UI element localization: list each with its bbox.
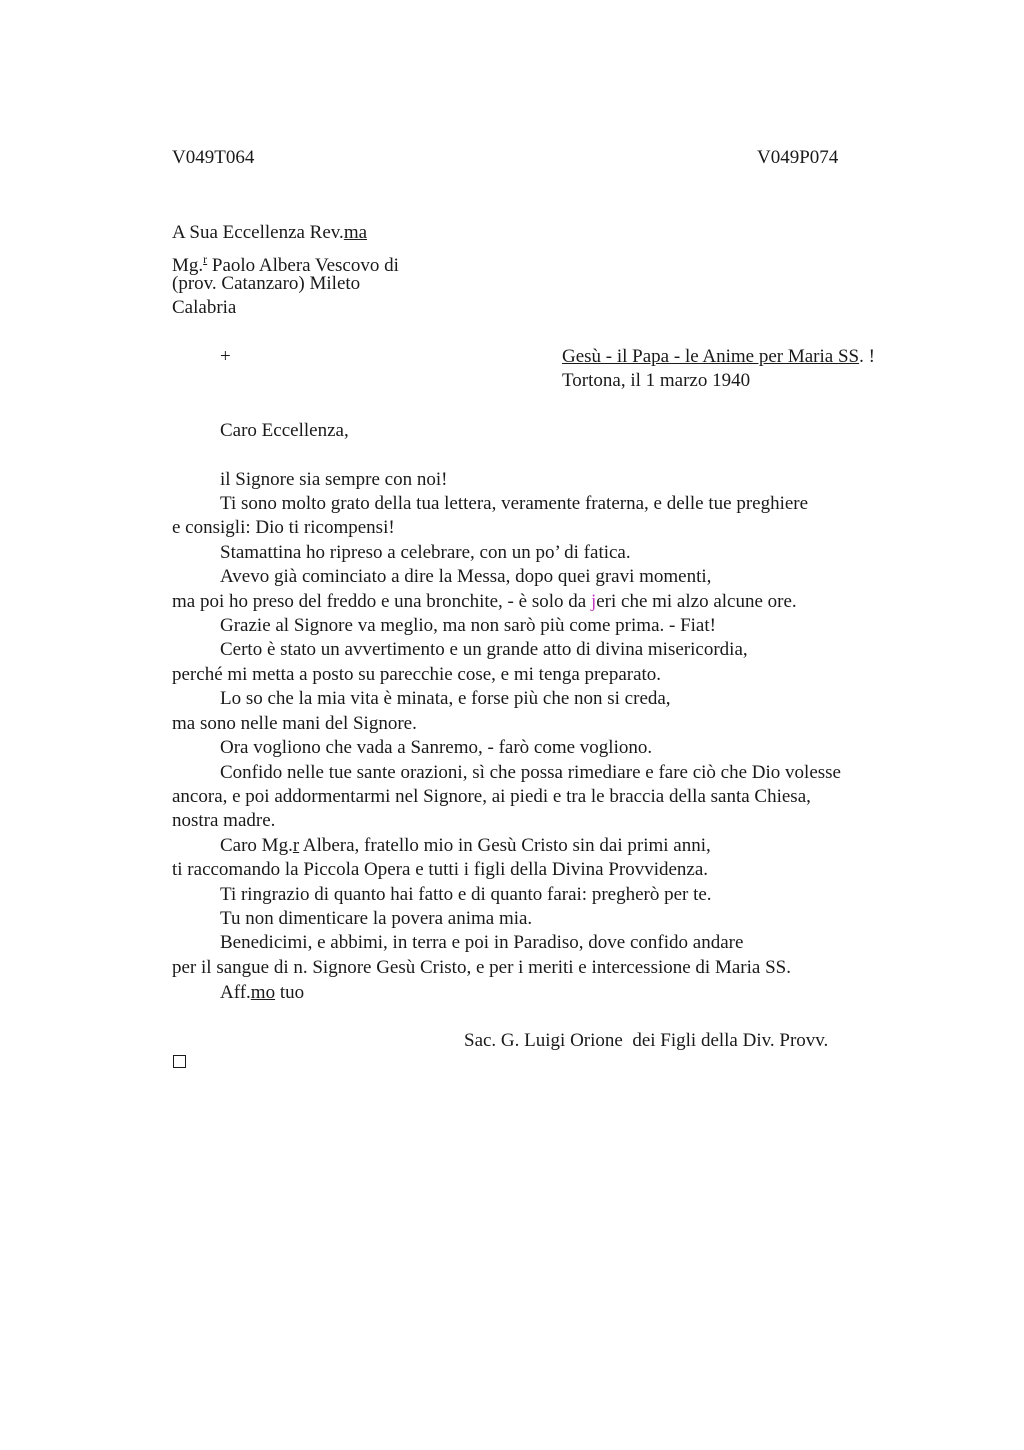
body-line: Tu non dimenticare la povera anima mia.	[220, 908, 533, 929]
body-line-part: eri che mi alzo alcune ore.	[596, 591, 797, 612]
closing	[220, 981, 304, 1005]
body-line: e consigli: Dio ti ricompensi!	[172, 517, 395, 538]
place-date: Tortona, il 1 marzo 1940	[562, 370, 751, 391]
body-line: perché mi metta a posto su parecchie cose, e mi tenga preparato.	[172, 664, 662, 685]
closing-abbrev: mo	[250, 982, 276, 1003]
body-line-part: ma poi ho preso del freddo e una bronchite, - è solo da	[172, 591, 591, 612]
document-code-left: V049T064	[172, 147, 255, 168]
body-line: Confido nelle tue sante orazioni, sì che possa rimediare e fare ciò che Dio volesse	[220, 762, 841, 783]
body-line: ma sono nelle mani del Signore.	[172, 713, 417, 734]
checkbox-square-icon	[173, 1055, 186, 1068]
body-line: Certo è stato un avvertimento e un grande atto di divina misericordia,	[220, 639, 748, 660]
body-line: per il sangue di n. Signore Gesù Cristo, e per i meriti e intercessione di Maria SS.	[172, 957, 791, 978]
salutation: Caro Eccellenza,	[220, 420, 349, 441]
cross-symbol: +	[220, 346, 231, 367]
body-line-part: Albera, fratello mio in Gesù Cristo sin dai primi anni,	[299, 835, 711, 856]
closing-part: Aff.	[220, 982, 251, 1003]
signature: Sac. G. Luigi Orione dei Figli della Div. Provv.	[464, 1030, 829, 1051]
motto	[562, 345, 875, 369]
body-line: ti raccomando la Piccola Opera e tutti i figli della Divina Provvidenza.	[172, 859, 709, 880]
address-line-1-abbrev: ma	[343, 222, 368, 243]
body-line: Avevo già cominciato a dire la Messa, dopo quei gravi momenti,	[220, 566, 712, 587]
body-line	[172, 590, 797, 614]
body-line: il Signore sia sempre con noi!	[220, 469, 448, 490]
address-line-3: (prov. Catanzaro) Mileto	[172, 273, 361, 294]
body-line-abbrev: r	[292, 835, 300, 856]
body-line: Ora vogliono che vada a Sanremo, - farò come vogliono.	[220, 737, 653, 758]
address-line-4: Calabria	[172, 297, 237, 318]
motto-underlined: Gesù - il Papa - le Anime per Maria SS	[562, 346, 860, 367]
closing-part: tuo	[275, 982, 305, 1003]
body-line: Lo so che la mia vita è minata, e forse più che non si creda,	[220, 688, 671, 709]
address-line-2-title: Mg.	[172, 255, 204, 276]
body-line-part: Caro Mg.	[220, 835, 293, 856]
highlighted-letter: j	[590, 591, 597, 612]
body-line: Ti sono molto grato della tua lettera, veramente fraterna, e delle tue preghiere	[220, 493, 809, 514]
body-line: Grazie al Signore va meglio, ma non sarò più come prima. - Fiat!	[220, 615, 716, 636]
body-line: nostra madre.	[172, 810, 276, 831]
body-line: Benedicimi, e abbimi, in terra e poi in Paradiso, dove confido andare	[220, 932, 744, 953]
motto-tail: . !	[859, 346, 875, 367]
address-line-2-superscript: r	[203, 252, 208, 266]
document-code-right: V049P074	[757, 147, 839, 168]
address-line-2-text: Paolo Albera Vescovo di	[207, 255, 399, 276]
body-line: Ti ringrazio di quanto hai fatto e di quanto farai: pregherò per te.	[220, 884, 712, 905]
address-line-1-text: A Sua Eccellenza Rev.	[172, 222, 344, 243]
body-line: ancora, e poi addormentarmi nel Signore, ai piedi e tra le braccia della santa Chiesa,	[172, 786, 811, 807]
address-line-1	[172, 221, 367, 245]
body-line: Stamattina ho ripreso a celebrare, con un po’ di fatica.	[220, 542, 631, 563]
body-line	[220, 834, 711, 858]
